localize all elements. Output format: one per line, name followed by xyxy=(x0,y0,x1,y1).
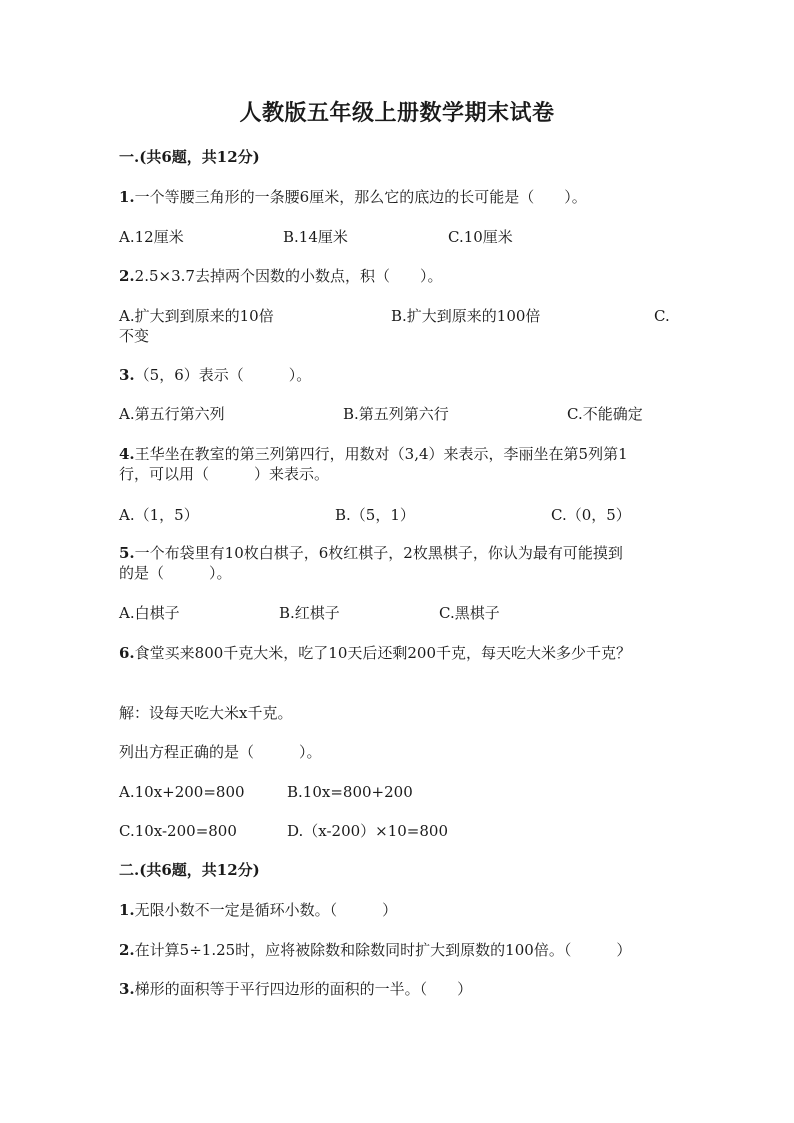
question-number: 1. xyxy=(119,901,135,919)
option-c: C.不能确定 xyxy=(567,405,643,423)
question-2-1 xyxy=(119,900,679,920)
question-number: 1. xyxy=(119,188,135,206)
option-a: A.12厘米 xyxy=(119,228,184,246)
option-b: B.（5，1） xyxy=(335,506,415,524)
exam-title: 人教版五年级上册数学期末试卷 xyxy=(239,100,555,126)
option-a: A.第五行第六列 xyxy=(119,405,225,423)
question-text: 2.5×3.7去掉两个因数的小数点，积（ ）。 xyxy=(134,267,443,285)
question-text: 在计算5÷1.25时，应将被除数和除数同时扩大到原数的100倍。（ ） xyxy=(134,941,632,959)
question-1-5 xyxy=(119,543,679,563)
option-c: C.10x-200=800 xyxy=(119,822,237,840)
question-text: 一个等腰三角形的一条腰6厘米，那么它的底边的长可能是（ ）。 xyxy=(134,188,587,206)
question-number: 6. xyxy=(119,644,135,662)
option-b: B.第五列第六行 xyxy=(343,405,449,423)
option-a: A.（1，5） xyxy=(119,506,199,524)
question-number: 2. xyxy=(119,267,135,285)
section-1-heading: 一.(共6题，共12分) xyxy=(119,148,260,166)
question-prompt: 列出方程正确的是（ ）。 xyxy=(119,743,322,761)
question-text-line-2: 的是（ ）。 xyxy=(119,564,232,582)
option-a: A.扩大到到原来的10倍 xyxy=(119,307,274,325)
question-number: 3. xyxy=(119,366,135,384)
question-1-4 xyxy=(119,444,679,464)
option-c: C. xyxy=(654,307,670,325)
question-number: 4. xyxy=(119,445,135,463)
question-text-line-2: 行，可以用（ ）来表示。 xyxy=(119,465,330,483)
question-1-1 xyxy=(119,187,679,207)
option-b: B.14厘米 xyxy=(283,228,348,246)
solution-line: 解：设每天吃大米x千克。 xyxy=(119,704,293,722)
option-c: C.10厘米 xyxy=(448,228,513,246)
option-a: A.10x+200=800 xyxy=(119,783,245,801)
option-c: C.黑棋子 xyxy=(439,604,500,622)
question-2-3 xyxy=(119,979,679,999)
question-text: 梯形的面积等于平行四边形的面积的一半。（ ） xyxy=(134,980,473,998)
question-1-6 xyxy=(119,643,679,663)
option-b: B.扩大到原来的100倍 xyxy=(391,307,541,325)
option-a: A.白棋子 xyxy=(119,604,180,622)
question-number: 2. xyxy=(119,941,135,959)
question-text: 无限小数不一定是循环小数。（ ） xyxy=(134,901,398,919)
section-2-heading: 二.(共6题，共12分) xyxy=(119,861,260,879)
option-d: D.（x-200）×10=800 xyxy=(287,822,449,840)
option-c: C.（0，5） xyxy=(551,506,631,524)
question-1-2 xyxy=(119,266,679,286)
option-b: B.10x=800+200 xyxy=(287,783,413,801)
question-1-3 xyxy=(119,365,679,385)
question-text-line-1: 一个布袋里有10枚白棋子，6枚红棋子，2枚黑棋子，你认为最有可能摸到 xyxy=(134,544,623,562)
question-text: （5，6）表示（ ）。 xyxy=(134,366,312,384)
question-text: 食堂买来800千克大米，吃了10天后还剩200千克，每天吃大米多少千克？ xyxy=(134,644,632,662)
question-text-line-1: 王华坐在教室的第三列第四行，用数对（3,4）来表示，李丽坐在第5列第1 xyxy=(134,445,628,463)
question-number: 3. xyxy=(119,980,135,998)
option-c-continued: 不变 xyxy=(119,327,150,345)
option-b: B.红棋子 xyxy=(279,604,340,622)
question-number: 5. xyxy=(119,544,135,562)
question-2-2 xyxy=(119,940,679,960)
